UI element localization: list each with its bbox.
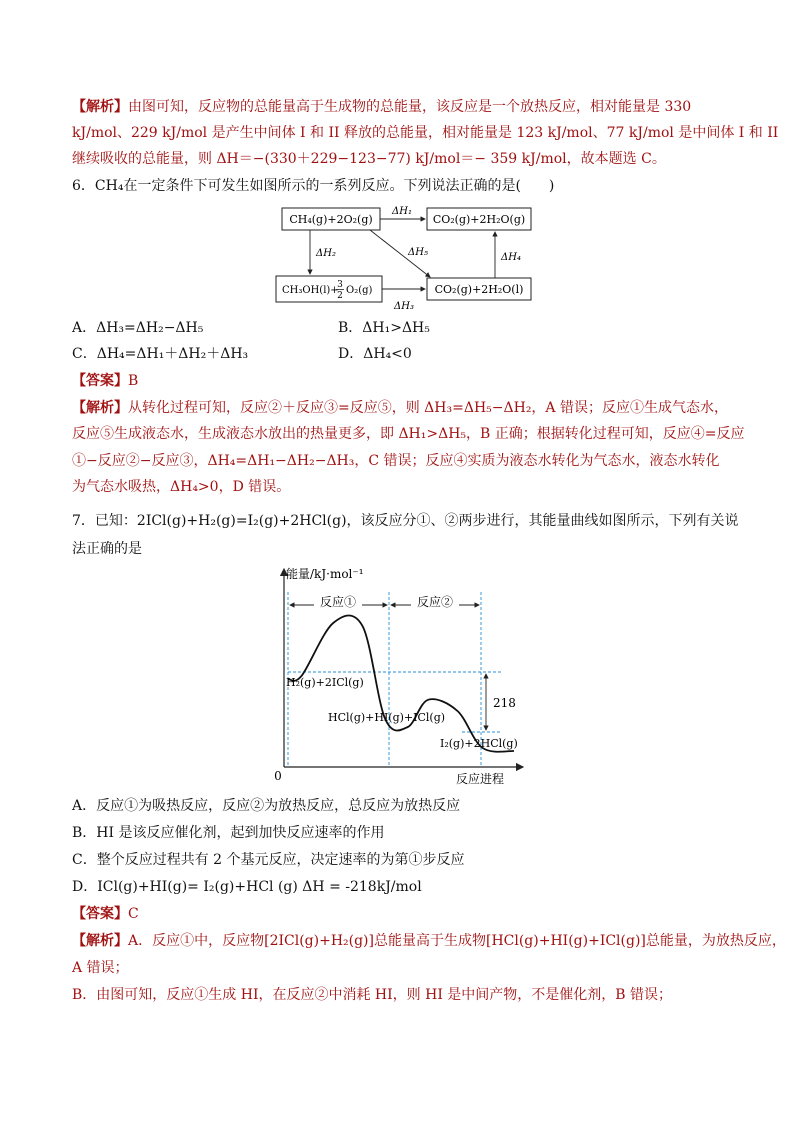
species-label-products: I₂(g)+2HCl(g) (440, 737, 518, 750)
q6-option-a: A．ΔH₃=ΔH₂−ΔH₅ (72, 320, 204, 336)
box-ch4-label: CH₄(g)+2O₂(g) (289, 213, 373, 226)
stage1-label: 反应① (319, 595, 357, 609)
analysis-tag: 【解析】 (72, 99, 128, 115)
label-dh5: ΔH₅ (408, 247, 428, 258)
q6-option-d: D．ΔH₄<0 (338, 346, 412, 362)
box-ch3oh-frac-den: 2 (337, 291, 343, 301)
q6-analysis-text-1: 从转化过程可知，反应②＋反应③=反应⑤，则 ΔH₃=ΔH₅−ΔH₂，A 错误；反应①生成气态水， (128, 400, 728, 416)
q6-answer-line (72, 370, 138, 392)
y-axis-label: 能量/kJ·mol⁻¹ (286, 567, 364, 581)
answer-tag: 【答案】 (72, 906, 128, 922)
q7-analysis-line-3: B．由图可知，反应①生成 HI，在反应②中消耗 HI，则 HI 是中间产物，不是催化剂，B 错误； (72, 987, 673, 1003)
q7-stem-line-1: 7．已知：2ICl(g)+H₂(g)=I₂(g)+2HCl(g)，该反应分①、②两步进行，其能量曲线如图所示，下列有关说 (72, 513, 739, 529)
x-axis-label: 反应进程 (455, 772, 505, 786)
q7-analysis-text-1: A．反应①中，反应物[2ICl(g)+H₂(g)]总能量高于生成物[HCl(g)+HI(g)+ICl(g)]总能量，为放热反应， (128, 933, 786, 949)
box-ch3oh-frac-num: 3 (337, 280, 343, 290)
q5-analysis-line-2: kJ/mol、229 kJ/mol 是产生中间体 I 和 II 释放的总能量，相对能量是 123 kJ/mol、77 kJ/mol 是中间体 I 和 II (72, 125, 779, 141)
q6-analysis-line-1 (72, 397, 728, 419)
q7-energy-profile-chart (262, 562, 532, 787)
label-dh3-bottom: ΔH₃ (394, 301, 414, 312)
label-dh1: ΔH₁ (392, 206, 412, 217)
stage2-label: 反应② (416, 595, 454, 609)
q7-option-d: D．ICl(g)+HI(g)= I₂(g)+HCl (g) ΔH = -218kJ/mol (72, 879, 422, 895)
delta-label: 218 (493, 696, 516, 710)
q6-analysis-line-3: ①−反应②−反应③，ΔH₄=ΔH₁−ΔH₂−ΔH₃，C 错误；反应④实质为液态水转化为气态水，液态水转化 (72, 453, 720, 469)
answer-tag: 【答案】 (72, 373, 128, 389)
box-co2-h2o-l-label: CO₂(g)+2H₂O(l) (434, 283, 524, 296)
q7-stem-line-2: 法正确的是 (72, 541, 142, 557)
box-ch3oh-label-b: O₂(g) (346, 285, 373, 296)
q5-analysis-line-1 (72, 96, 691, 118)
q7-analysis-line-1 (72, 930, 786, 952)
q7-option-a: A．反应①为吸热反应，反应②为放热反应，总反应为放热反应 (72, 798, 461, 814)
q5-analysis-text-1: 由图可知，反应物的总能量高于生成物的总能量，该反应是一个放热反应，相对能量是 330 (128, 99, 692, 115)
q6-stem: 6．CH₄在一定条件下可发生如图所示的一系列反应。下列说法正确的是( ) (72, 178, 555, 194)
analysis-tag: 【解析】 (72, 933, 128, 949)
q6-reaction-diagram (270, 200, 540, 312)
q6-option-b: B．ΔH₁>ΔH₅ (338, 320, 430, 336)
origin-label: 0 (274, 769, 282, 783)
q7-option-c: C．整个反应过程共有 2 个基元反应，决定速率的为第①步反应 (72, 852, 465, 868)
label-dh2: ΔH₂ (316, 248, 336, 259)
q7-analysis-line-2: A 错误； (72, 960, 129, 976)
analysis-tag: 【解析】 (72, 400, 128, 416)
q7-option-b: B．HI 是该反应催化剂，起到加快反应速率的作用 (72, 825, 385, 841)
label-dh4: ΔH₄ (501, 252, 521, 263)
q6-analysis-line-4: 为气态水吸热，ΔH₄>0，D 错误。 (72, 479, 291, 495)
species-label-reactants: H₂(g)+2ICl(g) (286, 676, 364, 689)
q6-option-c: C．ΔH₄=ΔH₁＋ΔH₂＋ΔH₃ (72, 346, 249, 362)
q6-answer: B (128, 373, 139, 389)
q5-analysis-line-3: 继续吸收的总能量，则 ΔH＝−(330＋229−123−77) kJ/mol＝− 359 kJ/mol，故本题选 C。 (72, 151, 666, 167)
box-co2-h2o-g-label: CO₂(g)+2H₂O(g) (432, 213, 526, 226)
box-ch3oh-label-a: CH₃OH(l)+ (282, 285, 339, 296)
q6-analysis-line-2: 反应⑤生成液态水，生成液态水放出的热量更多，即 ΔH₁>ΔH₅，B 正确；根据转化过程可知，反应④=反应 (72, 426, 745, 442)
q7-answer-line (72, 903, 139, 925)
q7-answer: C (128, 906, 139, 922)
species-label-intermediate: HCl(g)+HI(g)+ICl(g) (328, 711, 446, 724)
